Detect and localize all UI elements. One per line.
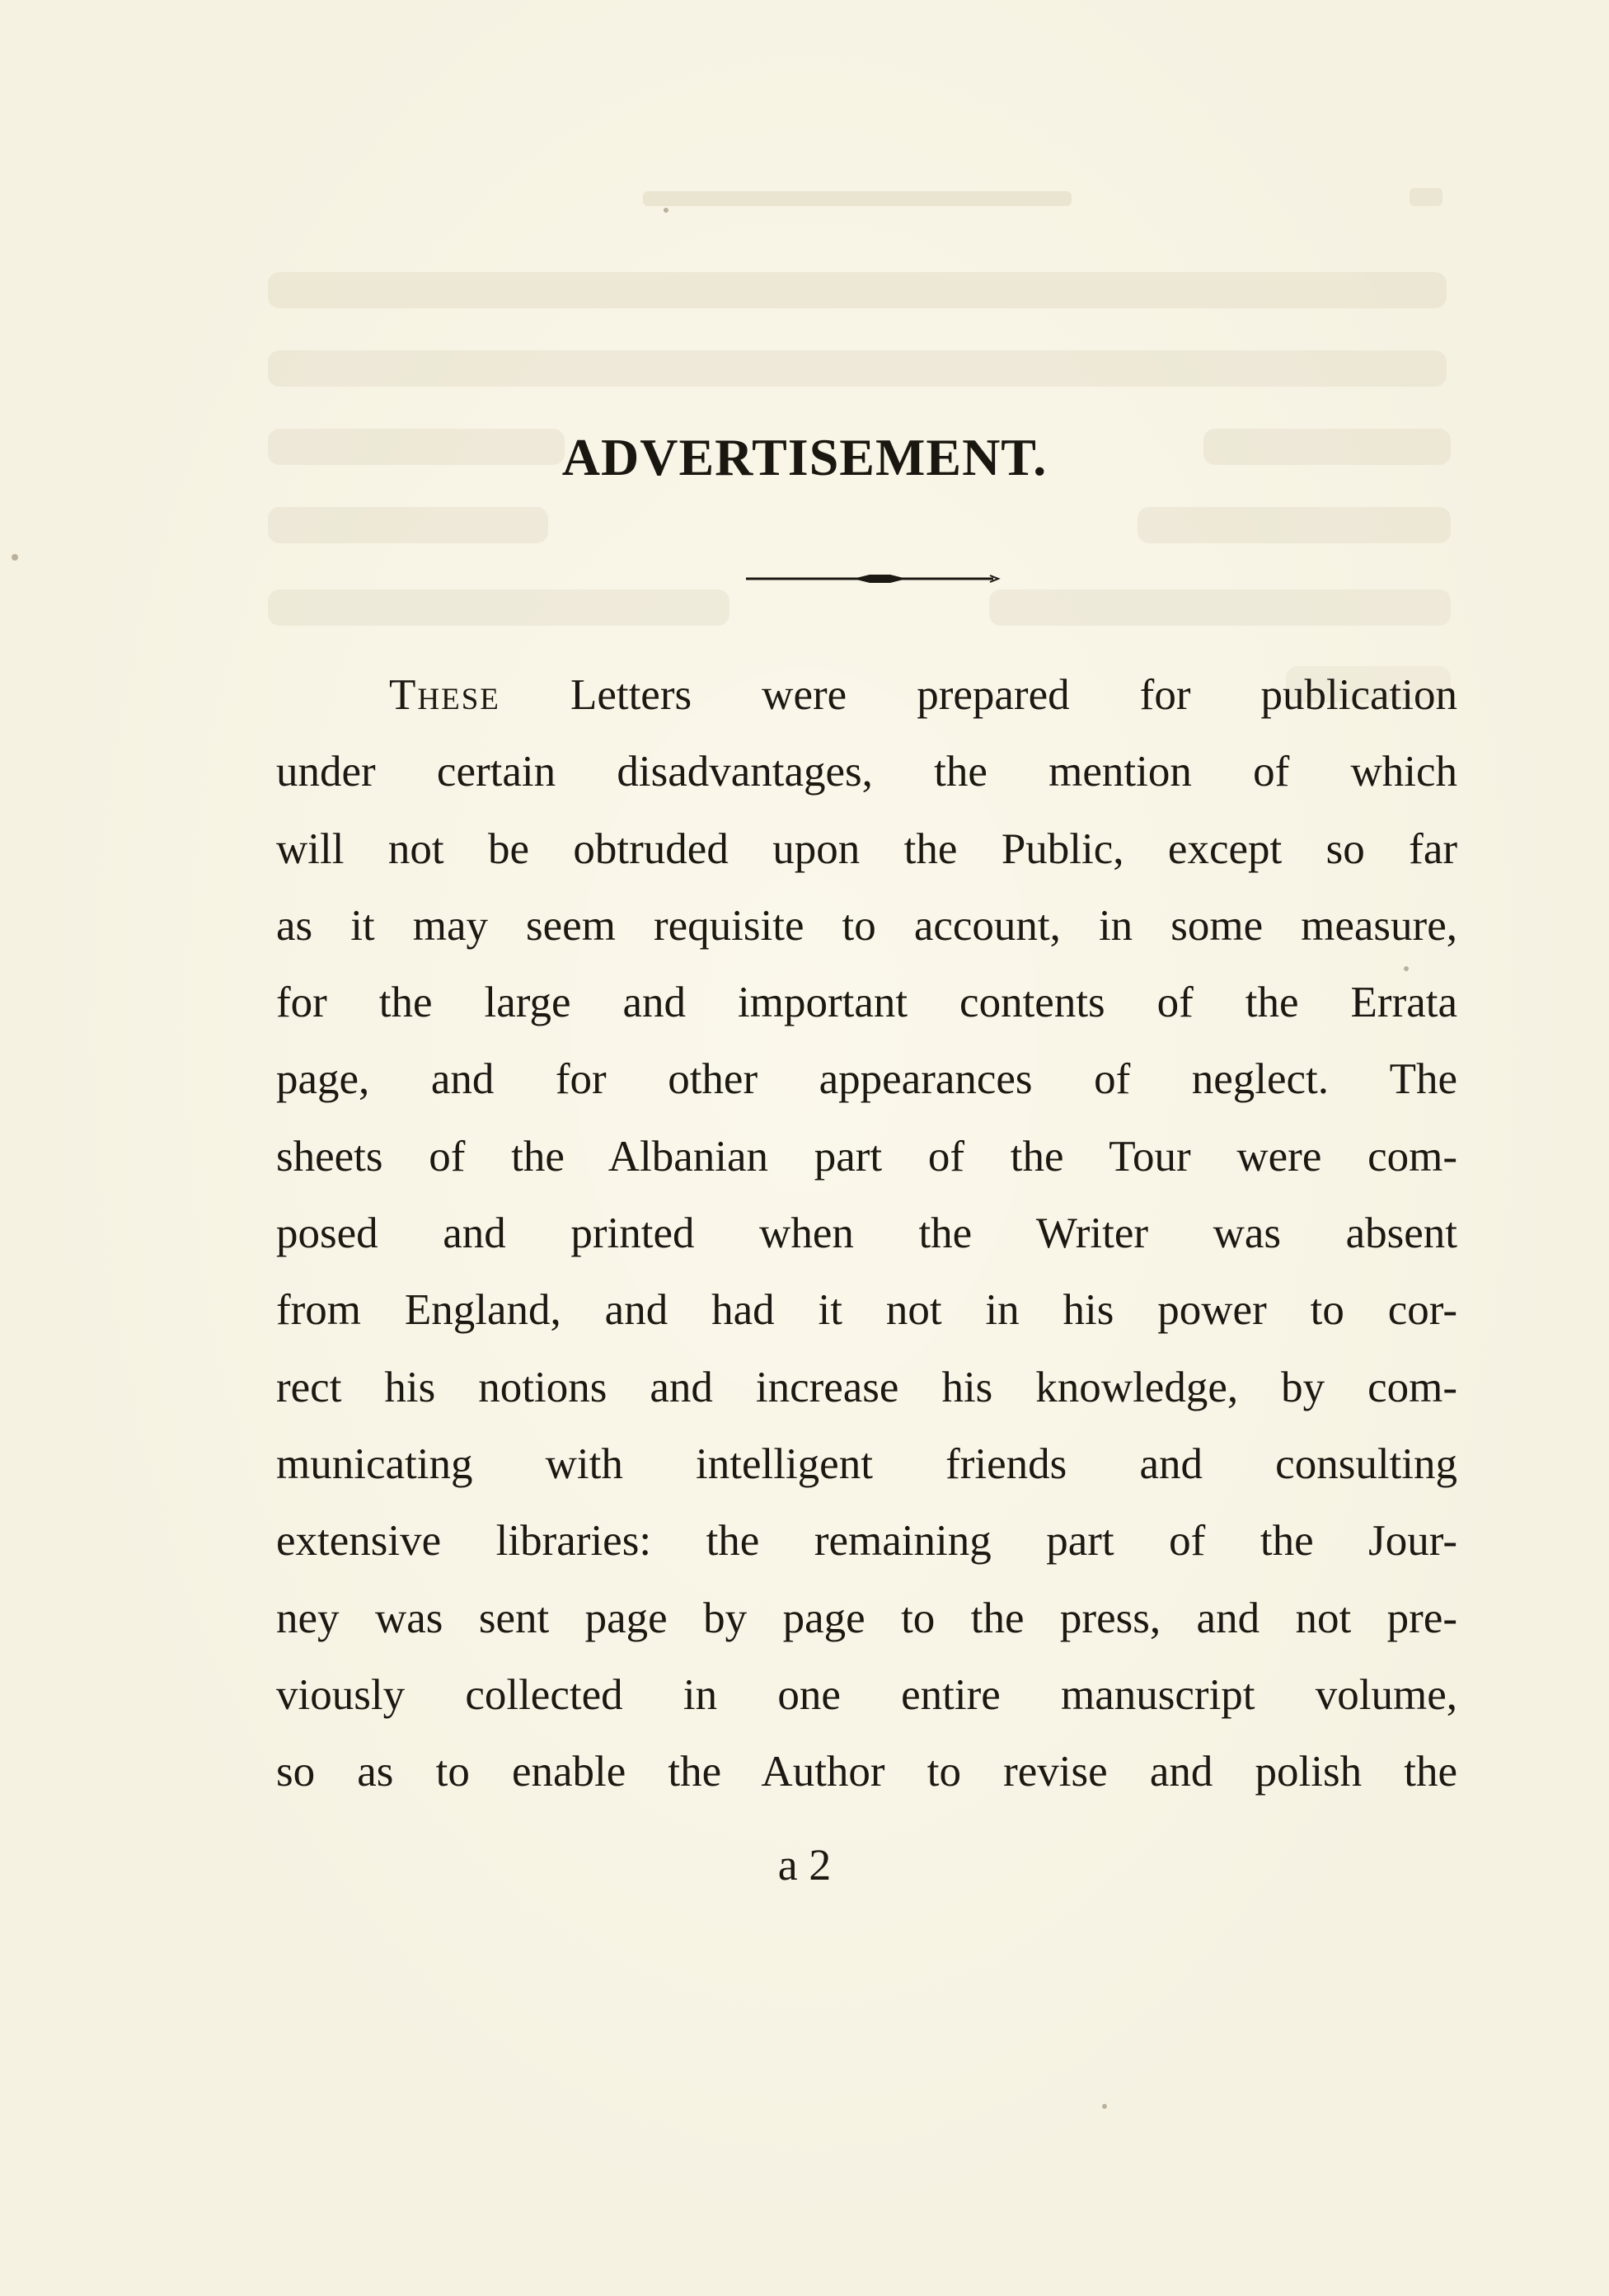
body-line: under certain disadvantages, the mention of which [276,748,1457,796]
body-line: viously collected in one entire manuscript volume, [276,1670,1457,1719]
page-title: ADVERTISEMENT. [561,428,1048,486]
body-line: will not be obtruded upon the Public, except so far [276,824,1457,873]
body-line: rect his notions and increase his knowledge, by com- [276,1363,1457,1411]
drop-lead-word: These [389,671,500,719]
body-line [276,657,1457,734]
body-line: as it may seem requisite to account, in some measure, [276,901,1457,950]
body-line: ney was sent page by page to the press, and not pre- [276,1594,1457,1642]
body-line: sheets of the Albanian part of the Tour were com- [276,1132,1457,1181]
title-rule-ornament [746,569,1010,589]
body-line: for the large and important contents of the Errata [276,979,1457,1027]
body-line: so as to enable the Author to revise and polish the [276,1748,1457,1796]
body-line: extensive libraries: the remaining part of the Jour- [276,1517,1457,1566]
body-line: from England, and had it not in his power to cor- [276,1286,1457,1335]
body-line: posed and printed when the Writer was absent [276,1209,1457,1258]
body-line: municating with intelligent friends and consulting [276,1439,1457,1488]
body-text [276,657,1457,1810]
body-line: page, and for other appearances of neglect. The [276,1055,1457,1104]
first-line-rest: Letters were prepared for publication [570,671,1457,719]
signature-mark: a 2 [777,1840,832,1890]
